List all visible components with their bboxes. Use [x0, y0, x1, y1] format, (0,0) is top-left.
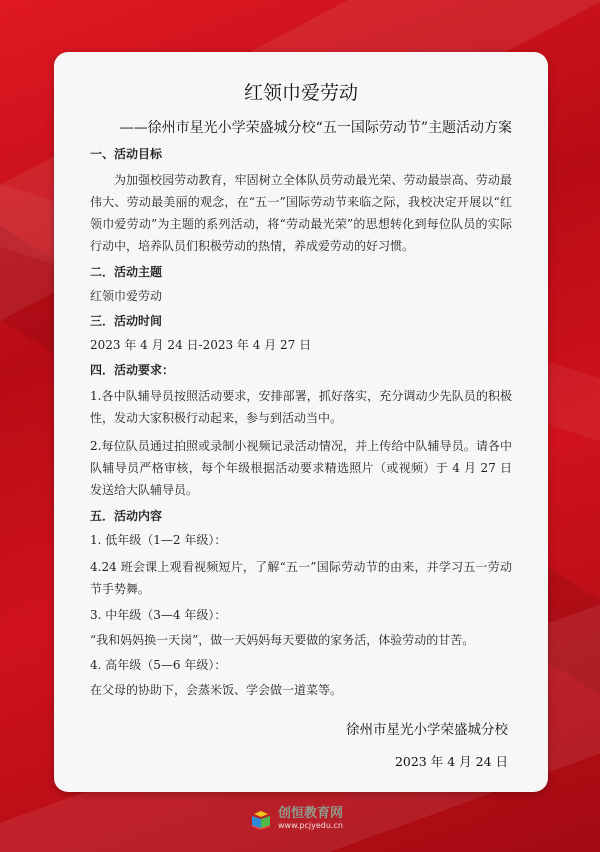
document-subtitle: ——徐州市星光小学荣盛城分校“五一国际劳动节”主题活动方案 — [119, 120, 512, 136]
low-grade-text: 4.24 班会课上观看视频短片，了解“五一”国际劳动节的由来，并学习五一劳动节手势舞。 — [90, 560, 512, 596]
book-logo-icon — [250, 809, 272, 831]
document-content — [90, 78, 512, 706]
section-heading-content: 五．活动内容 — [90, 509, 163, 523]
section-heading-requirements: 四．活动要求： — [90, 363, 175, 377]
section-heading-time: 三．活动时间 — [90, 314, 163, 328]
watermark-title: 创恒教育网 — [278, 806, 344, 821]
section-heading-theme: 二．活动主题 — [90, 265, 163, 279]
document-card — [54, 52, 548, 792]
theme-text: 红领巾爱劳动 — [90, 289, 163, 303]
section-heading-goal: 一、活动目标 — [90, 147, 163, 161]
goal-paragraph: 为加强校园劳动教育，牢固树立全体队员劳动最光荣、劳动最崇高、劳动最伟大、劳动最美丽的观念，在“五一”国际劳动节来临之际，我校决定开展以“红领巾爱劳动”为主题的系列活动，将“劳动最光荣”的思想转化到每位队员的实际行动中，培养队员们积极劳动的热情，养成爱劳动的好习惯。 — [90, 173, 512, 253]
requirement-2: 2.每位队员通过拍照或录制小视频记录活动情况，并上传给中队辅导员。请各中队辅导员严格审核，每个年级根据活动要求精选照片（或视频）于 4 月 27 日发送给大队辅导员。 — [90, 439, 512, 497]
mid-grade-label: 3. 中年级（3—4 年级）： — [90, 608, 227, 622]
requirement-1: 1.各中队辅导员按照活动要求，安排部署，抓好落实，充分调动少先队员的积极性，发动大家积极行动起来，参与到活动当中。 — [90, 389, 512, 425]
high-grade-text: 在父母的协助下，会蒸米饭、学会做一道菜等。 — [90, 683, 343, 697]
mid-grade-text: “我和妈妈换一天岗”，做一天妈妈每天要做的家务活，体验劳动的甘苦。 — [90, 633, 475, 647]
signature-date: 2023 年 4 月 24 日 — [394, 754, 508, 769]
signature-school: 徐州市星光小学荣盛城分校 — [346, 722, 508, 738]
watermark-url: www.pcjyedu.cn — [278, 821, 343, 830]
document-title: 红领巾爱劳动 — [243, 82, 358, 104]
low-grade-label: 1. 低年级（1—2 年级）： — [90, 533, 227, 547]
site-watermark — [250, 808, 343, 832]
time-text: 2023 年 4 月 24 日-2023 年 4 月 27 日 — [90, 338, 312, 352]
high-grade-label: 4. 高年级（5—6 年级）： — [90, 658, 227, 672]
watermark-text — [278, 808, 343, 832]
